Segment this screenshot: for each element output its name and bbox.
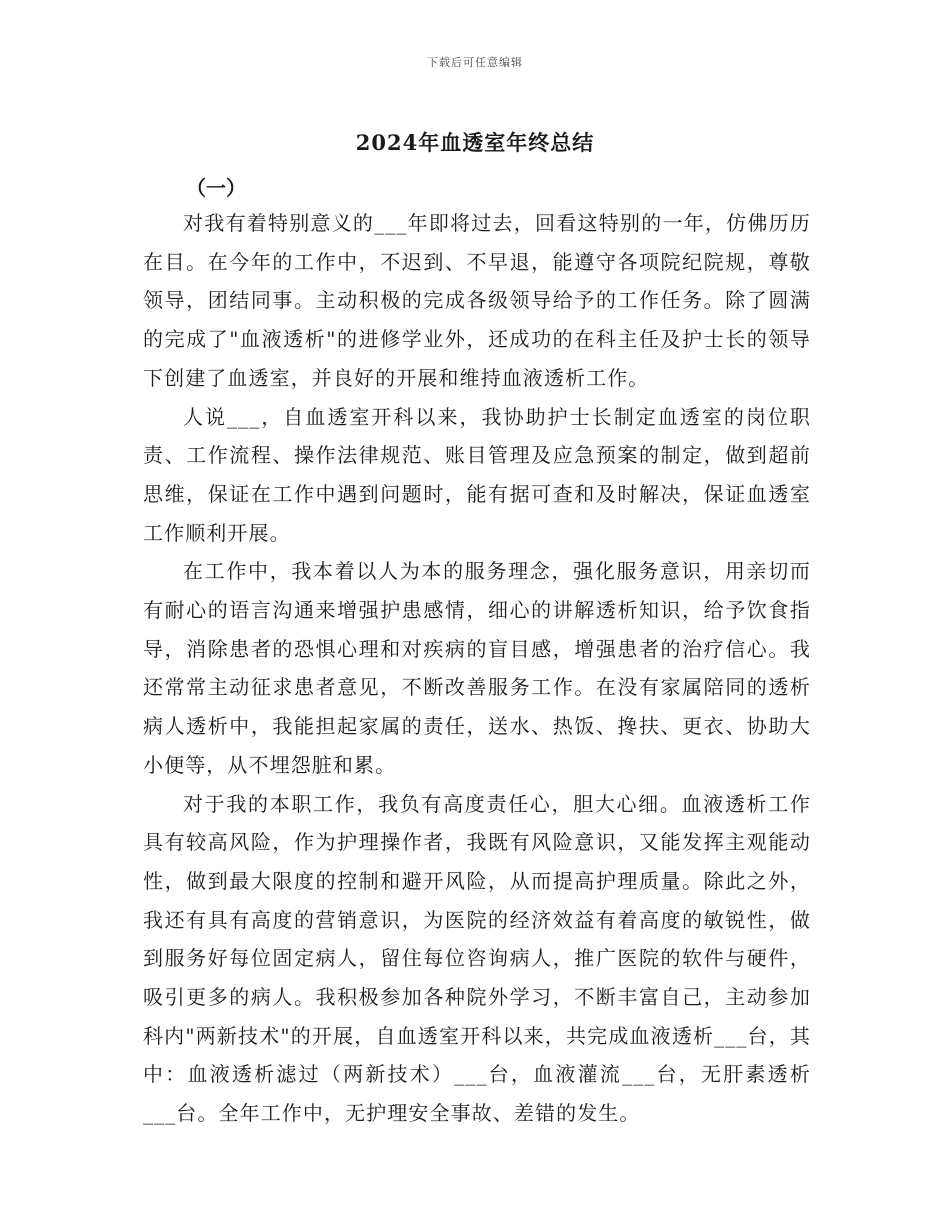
document-title: 2024年血透室年终总结 bbox=[355, 130, 595, 155]
paragraph: 对于我的本职工作，我负有高度责任心，胆大心细。血液透析工作具有较高风险，作为护理操作者，我既有风险意识，又能发挥主观能动性，做到最大限度的控制和避开风险，从而提高护理质量。除此之外，我还有具有高度的营销意识，为医院的经济效益有着高度的敏锐性，做到服务好每位固定病人，留住每位咨询病人，推广医院的软件与硬件，吸引更多的病人。我积极参加各种院外学习，不断丰富自己，主动参加科内"两新技术"的开展，自血透室开科以来，共完成血液透析___台，其中：血液透析滤过（两新技术）___台，血液灌流___台，无肝素透析___台。全年工作中，无护理安全事故、差错的发生。 bbox=[143, 791, 811, 1126]
paragraph: 对我有着特别意义的___年即将过去，回看这特别的一年，仿佛历历在目。在今年的工作中，不迟到、不早退，能遵守各项院纪院规，尊敬领导，团结同事。主动积极的完成各级领导给予的工作任务。除了圆满的完成了"血液透析"的进修学业外，还成功的在科主任及护士长的领导下创建了血透室，并良好的开展和维持血液透析工作。 bbox=[143, 211, 811, 390]
paragraph: 在工作中，我本着以人为本的服务理念，强化服务意识，用亲切而有耐心的语言沟通来增强护患感情，细心的讲解透析知识，给予饮食指导，消除患者的恐惧心理和对疾病的盲目感，增强患者的治疗信心。我还常常主动征求患者意见，不断改善服务工作。在没有家属陪同的透析病人透析中，我能担起家属的责任，送水、热饭、搀扶、更衣、协助大小便等，从不埋怨脏和累。 bbox=[143, 559, 811, 777]
document-body bbox=[143, 204, 811, 1133]
paragraph: 人说___，自血透室开科以来，我协助护士长制定血透室的岗位职责、工作流程、操作法律规范、账目管理及应急预案的制定，做到超前思维，保证在工作中遇到问题时，能有据可查和及时解决，保证血透室工作顺利开展。 bbox=[143, 404, 811, 545]
section-label: （一） bbox=[186, 176, 246, 200]
header-note: 下载后可任意编辑 bbox=[427, 56, 523, 69]
